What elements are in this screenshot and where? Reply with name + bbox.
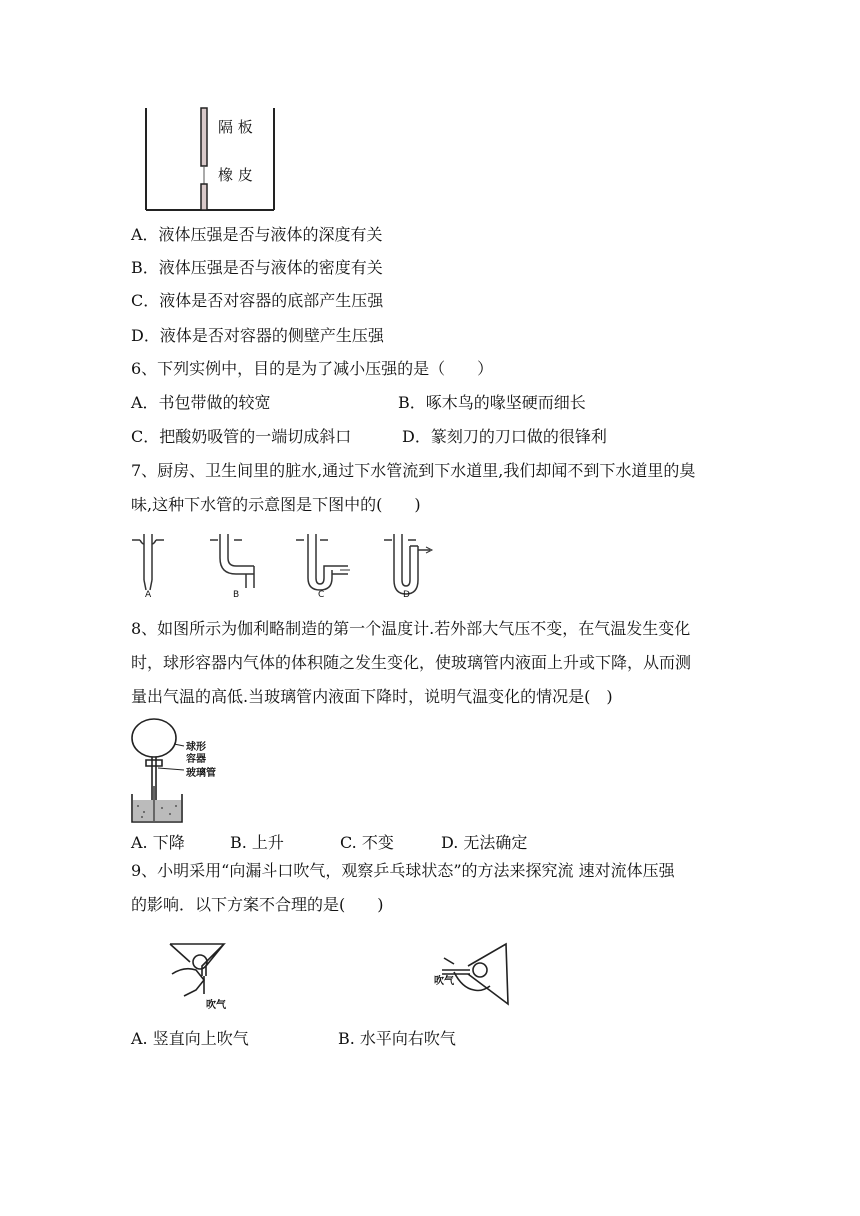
q5-option-d: D．液体是否对容器的侧壁产生压强 bbox=[131, 326, 384, 345]
q6-option-d: D．篆刻刀的刀口做的很锋利 bbox=[402, 427, 607, 446]
q8-option-d: D. 无法确定 bbox=[441, 833, 528, 852]
glass-tube-label: 玻璃管 bbox=[186, 768, 216, 779]
q8-option-b: B. 上升 bbox=[230, 833, 284, 852]
q7-stem-line2: 味,这种下水管的示意图是下图中的( ) bbox=[131, 495, 421, 514]
q5-option-c: C．液体是否对容器的底部产生压强 bbox=[131, 291, 384, 310]
partition-label: 隔 板 bbox=[218, 118, 253, 136]
q8-stem-line3: 量出气温的高低.当玻璃管内液面下降时，说明气温变化的情况是( ) bbox=[131, 687, 613, 706]
galileo-thermometer-figure bbox=[128, 716, 238, 826]
drain-figure-label-d: D bbox=[403, 590, 410, 600]
q9-option-a: A. 竖直向上吹气 bbox=[131, 1029, 249, 1048]
q8-stem-line1: 8、如图所示为伽利略制造的第一个温度计.若外部大气压不变，在气温发生变化 bbox=[131, 619, 691, 638]
funnel-vertical-figure bbox=[166, 940, 236, 1010]
q8-stem-line2: 时，球形容器内气体的体积随之发生变化，使玻璃管内液面上升或下降，从而测 bbox=[131, 653, 692, 672]
q6-option-a: A．书包带做的较宽 bbox=[131, 393, 271, 412]
rubber-label: 橡 皮 bbox=[218, 166, 253, 184]
q7-stem-line1: 7、厨房、卫生间里的脏水,通过下水管流到下水道里,我们却闻不到下水道里的臭 bbox=[131, 461, 696, 480]
ball-container-label-1: 球形 bbox=[186, 742, 206, 753]
ball-container-label-2: 容器 bbox=[186, 754, 206, 765]
funnel-vertical-blow-label: 吹气 bbox=[206, 1000, 226, 1011]
drain-figure-label-c: C bbox=[318, 590, 325, 600]
drain-figure-label-b: B bbox=[233, 590, 240, 600]
partition-container-figure bbox=[140, 104, 280, 216]
q8-option-c: C. 不变 bbox=[340, 833, 394, 852]
q8-option-a: A. 下降 bbox=[131, 833, 185, 852]
q5-option-a: A．液体压强是否与液体的深度有关 bbox=[131, 225, 383, 244]
drain-pipe-figures bbox=[126, 530, 446, 604]
q6-stem: 6、下列实例中，目的是为了减小压强的是（ ） bbox=[131, 359, 494, 378]
funnel-horizontal-blow-label: 吹气 bbox=[434, 976, 454, 987]
q6-option-c: C．把酸奶吸管的一端切成斜口 bbox=[131, 427, 352, 446]
funnel-horizontal-figure bbox=[434, 940, 514, 1010]
q5-option-b: B．液体压强是否与液体的密度有关 bbox=[131, 258, 383, 277]
q9-option-b: B. 水平向右吹气 bbox=[338, 1029, 456, 1048]
q9-stem-line2: 的影响．以下方案不合理的是( ) bbox=[131, 895, 384, 914]
q6-option-b: B．啄木鸟的喙坚硬而细长 bbox=[398, 393, 586, 412]
q9-stem-line1: 9、小明采用“向漏斗口吹气，观察乒乓球状态”的方法来探究流 速对流体压强 bbox=[131, 861, 675, 880]
drain-figure-label-a: A bbox=[145, 590, 152, 600]
